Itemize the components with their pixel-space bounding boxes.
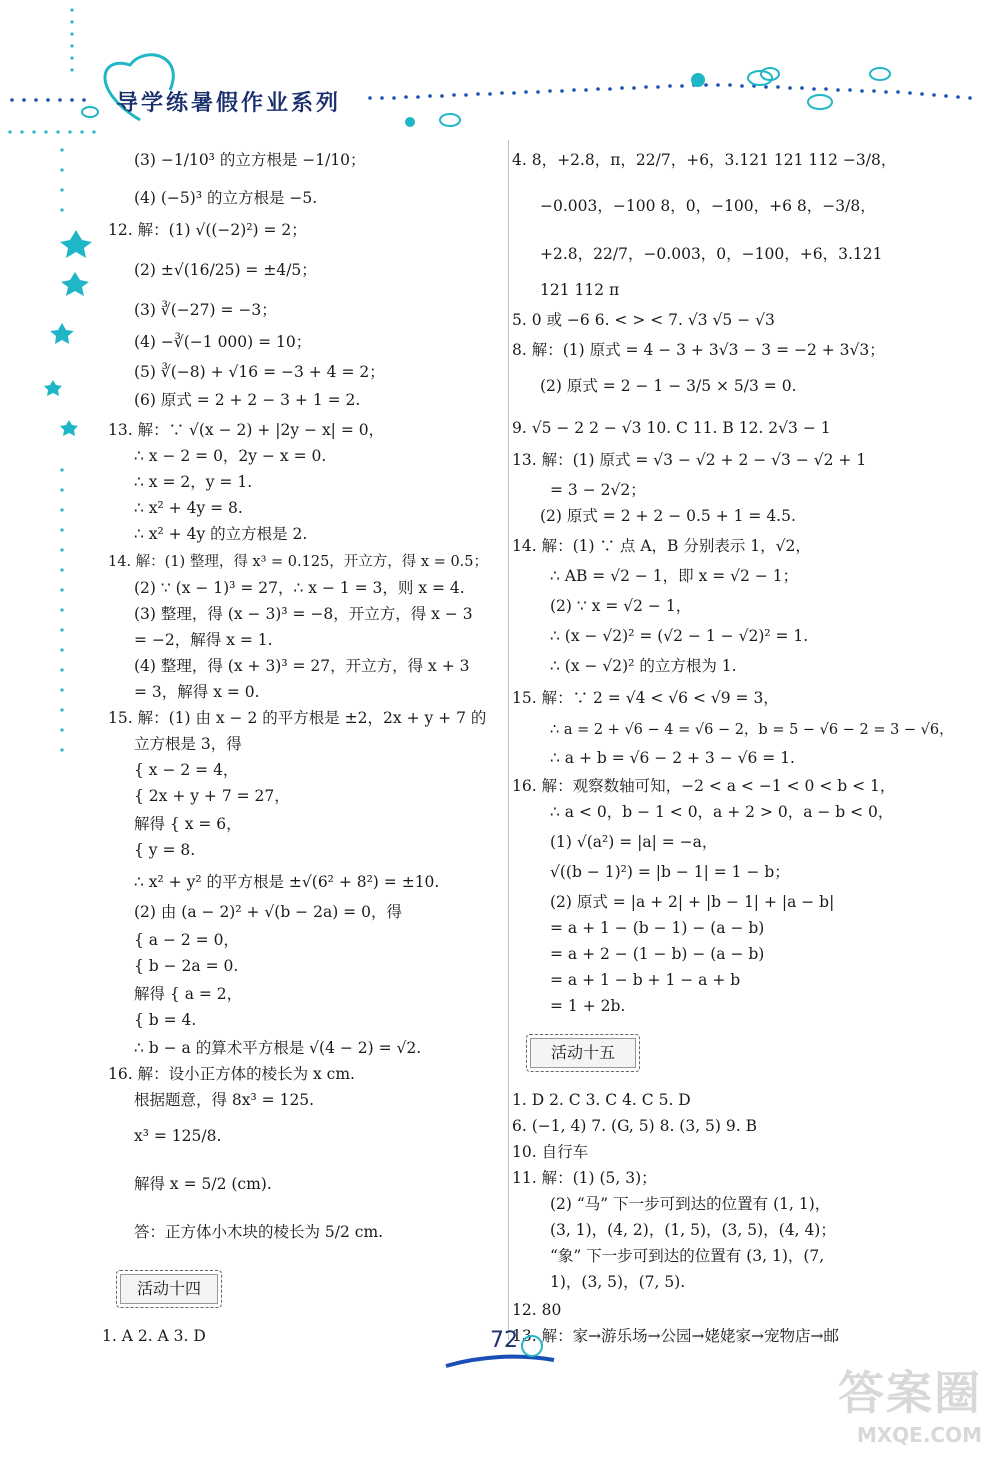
answer-line: 12. 80 (512, 1301, 562, 1319)
answer-line: 5. 0 或 −6 6. < > < 7. √3 √5 − √3 (512, 311, 775, 329)
answer-line: 14. 解：(1) 整理，得 x³ = 0.125，开立方，得 x = 0.5； (108, 554, 489, 570)
answer-line: (2) “马” 下一步可到达的位置有 (1, 1)， (550, 1195, 831, 1213)
answer-line: ∴ (x − √2)² = (√2 − 1 − √2)² = 1. (550, 627, 809, 645)
answer-line: (2) 原式 = 2 + 2 − 0.5 + 1 = 4.5. (540, 507, 796, 525)
watermark-main: 答案圈 (838, 1366, 982, 1420)
answer-line: 立方根是 3，得 (134, 735, 242, 753)
answer-line: = a + 2 − (1 − b) − (a − b) (550, 945, 765, 963)
answer-line: 16. 解：设小正方体的棱长为 x cm. (108, 1065, 355, 1083)
answer-line: +2.8，22/7，−0.003，0，−100，+6，3.121 (540, 245, 883, 263)
answer-line: 根据题意，得 8x³ = 125. (134, 1091, 315, 1109)
answer-line: (4) 整理，得 (x + 3)³ = 27，开立方，得 x + 3 (134, 657, 470, 675)
answer-line: (3) ∛(−27) = −3； (134, 301, 277, 319)
answer-line: = 3，解得 x = 0. (134, 683, 260, 701)
answer-line: { a − 2 = 0， (134, 931, 239, 949)
answer-line: 15. 解：(1) 由 x − 2 的平方根是 ±2，2x + y + 7 的 (108, 709, 487, 727)
answer-line: = a + 1 − (b − 1) − (a − b) (550, 919, 765, 937)
answer-line: ∴ a = 2 + √6 − 4 = √6 − 2，b = 5 − √6 − 2 = 3 − √6， (550, 722, 954, 738)
answer-line: (3) 整理，得 (x − 3)³ = −8，开立方，得 x − 3 (134, 605, 473, 623)
answer-line: (2) 原式 = |a + 2| + |b − 1| + |a − b| (550, 893, 835, 911)
answer-line: ∴ (x − √2)² 的立方根为 1. (550, 657, 737, 675)
answer-line: (2) 原式 = 2 − 1 − 3/5 × 5/3 = 0. (540, 377, 797, 395)
answer-line: 121 112 π (540, 281, 620, 299)
left-margin-decoration (40, 140, 100, 780)
answer-line: 1. A 2. A 3. D (102, 1327, 206, 1345)
answer-line: 解得 x = 5/2 (cm). (134, 1175, 272, 1193)
answer-line: 11. 解：(1) (5, 3)； (512, 1169, 657, 1187)
answer-line: (2) ±√(16/25) = ±4/5； (134, 261, 317, 279)
answer-line: ∴ AB = √2 − 1，即 x = √2 − 1； (550, 567, 799, 585)
answer-line: ∴ a + b = √6 − 2 + 3 − √6 = 1. (550, 749, 795, 767)
answer-line: = 1 + 2b. (550, 997, 626, 1015)
answer-line: 14. 解：(1) ∵ 点 A，B 分别表示 1，√2， (512, 537, 811, 555)
answer-line: { b − 2a = 0. (134, 957, 239, 975)
answer-line: 9. √5 − 2 2 − √3 10. C 11. B 12. 2√3 − 1 (512, 419, 831, 437)
answer-line: ∴ b − a 的算术平方根是 √(4 − 2) = √2. (134, 1039, 422, 1057)
answer-line: 16. 解：观察数轴可知，−2 < a < −1 < 0 < b < 1， (512, 777, 896, 795)
dotted-border-graphic (0, 0, 1000, 140)
answer-line: 答：正方体小木块的棱长为 5/2 cm. (134, 1223, 384, 1241)
answer-line: { y = 8. (134, 841, 196, 859)
answer-line: { b = 4. (134, 1011, 197, 1029)
answer-line: 15. 解：∵ 2 = √4 < √6 < √9 = 3， (512, 689, 779, 707)
watermark-url: MXQE.COM (856, 1423, 982, 1447)
answer-line: { x − 2 = 4， (134, 761, 239, 779)
answer-line: −0.003，−100 8，0，−100，+6 8，−3/8， (540, 197, 876, 215)
section-badge-activity-14: 活动十四 (116, 1270, 222, 1308)
answer-line: (2) ∵ x = √2 − 1， (550, 597, 692, 615)
answer-line: 解得 { x = 6， (134, 815, 242, 833)
answer-line: (2) ∵ (x − 1)³ = 27，∴ x − 1 = 3，则 x = 4. (134, 579, 465, 597)
answer-line: “象” 下一步可到达的位置有 (3, 1)，(7, (550, 1247, 825, 1265)
answer-line: (2) 由 (a − 2)² + √(b − 2a) = 0，得 (134, 903, 402, 921)
answer-line: ∴ x − 2 = 0，2y − x = 0. (134, 447, 327, 465)
answer-line: ∴ x = 2，y = 1. (134, 473, 253, 491)
answer-line: 12. 解：(1) √((−2)²) = 2； (108, 221, 307, 239)
answer-line: { 2x + y + 7 = 27， (134, 787, 290, 805)
column-divider (508, 140, 509, 1340)
answer-line: (5) ∛(−8) + √16 = −3 + 4 = 2； (134, 363, 385, 381)
header-decoration (0, 0, 1000, 140)
answer-line: = 3 − 2√2； (550, 481, 646, 499)
answer-line: 解得 { a = 2， (134, 985, 243, 1003)
page-number: 72 (490, 1328, 518, 1353)
answer-line: 1. D 2. C 3. C 4. C 5. D (512, 1091, 691, 1109)
answer-line: ∴ a < 0，b − 1 < 0，a + 2 > 0，a − b < 0， (550, 803, 894, 821)
series-title: 导学练暑假作业系列 (116, 91, 342, 116)
answer-line: = −2，解得 x = 1. (134, 631, 273, 649)
answer-line: 6. (−1, 4) 7. (G, 5) 8. (3, 5) 9. B (512, 1117, 758, 1135)
answer-line: (3, 1)，(4, 2)，(1, 5)，(3, 5)，(4, 4)； (550, 1221, 836, 1239)
answer-line: x³ = 125/8. (134, 1127, 222, 1145)
section-badge-activity-15: 活动十五 (526, 1034, 640, 1072)
answer-line: 4. 8，+2.8，π，22/7，+6，3.121 121 112 −3/8， (512, 151, 897, 169)
answer-line: √((b − 1)²) = |b − 1| = 1 − b； (550, 863, 790, 881)
answer-line: (1) √(a²) = |a| = −a， (550, 833, 718, 851)
answer-line: (6) 原式 = 2 + 2 − 3 + 1 = 2. (134, 391, 361, 409)
answer-line: (3) −1/10³ 的立方根是 −1/10； (134, 151, 366, 169)
answer-line: ∴ x² + y² 的平方根是 ±√(6² + 8²) = ±10. (134, 873, 440, 891)
answer-line: 13. 解：∵ √(x − 2) + |2y − x| = 0， (108, 421, 385, 439)
answer-line: ∴ x² + 4y 的立方根是 2. (134, 525, 308, 543)
answer-line: (4) −∛(−1 000) = 10； (134, 333, 312, 351)
answer-line: 10. 自行车 (512, 1143, 589, 1161)
watermark (838, 1357, 982, 1447)
answer-line: 1)，(3, 5)，(7, 5). (550, 1273, 686, 1291)
answer-line: = a + 1 − b + 1 − a + b (550, 971, 741, 989)
answer-line: 13. 解：(1) 原式 = √3 − √2 + 2 − √3 − √2 + 1 (512, 451, 867, 469)
answer-line: 13. 解：家→游乐场→公园→姥姥家→宠物店→邮 (512, 1327, 840, 1345)
answer-line: ∴ x² + 4y = 8. (134, 499, 243, 517)
answer-line: (4) (−5)³ 的立方根是 −5. (134, 189, 318, 207)
answer-line: 8. 解：(1) 原式 = 4 − 3 + 3√3 − 3 = −2 + 3√3； (512, 341, 885, 359)
